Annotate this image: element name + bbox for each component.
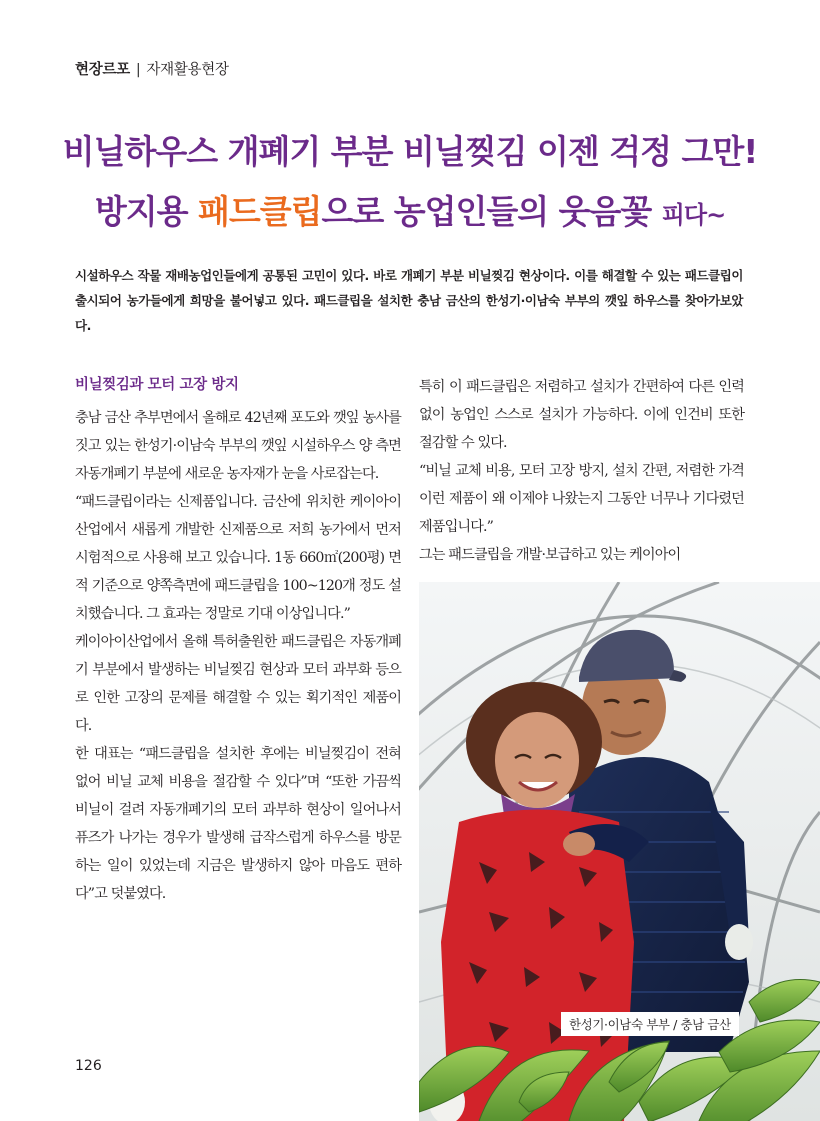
title-line-1: 비닐하우스 개폐기 부분 비닐찢김 이젠 걱정 그만! [62,132,758,171]
section-subheading: 비닐찢김과 모터 고장 방지 [75,377,239,393]
greenhouse-photo-illustration [419,582,820,1121]
title-line-2-part-2: 으로 농업인들의 웃음꽃 [321,192,662,231]
right-column [419,373,744,569]
title-line-2-part-1: 방지용 [94,192,198,231]
body-paragraph: “패드클립이라는 신제품입니다. 금산에 위치한 케이아이산업에서 새롭게 개발한 신제품으로 저희 농가에서 먼저 시험적으로 사용해 보고 있습니다. 1동 660㎡(200평) 면적 기준으로 양쪽측면에 패드클립을 100~120개 정도 설치했습니다. 그 효과는 정말로 기대 이상입니다.” [75,494,401,622]
body-paragraph: 한 대표는 “패드클립을 설치한 후에는 비닐찢김이 전혀 없어 비닐 교체 비용을 절감할 수 있다”며 “또한 가끔씩 비닐이 걸려 자동개폐기의 모터 과부하 현상이 일어나서 퓨즈가 나가는 경우가 발생해 급작스럽게 하우스를 방문하는 일이 있었는데 지금은 발생하지 않아 마음도 편하다”고 덧붙였다. [75,746,401,902]
page-number: 126 [75,1058,102,1074]
lead-paragraph: 시설하우스 작물 재배농업인들에게 공통된 고민이 있다. 바로 개폐기 부분 비닐찢김 현상이다. 이를 해결할 수 있는 패드클립이 출시되어 농가들에게 희망을 불어넣고 있다. 패드클립을 설치한 충남 금산의 한성기·이남숙 부부의 깻잎 하우스를 찾아가보았다. [75,268,743,333]
body-paragraph: “비닐 교체 비용, 모터 고장 방지, 설치 간편, 저렴한 가격 이런 제품이 왜 이제야 나왔는지 그동안 너무나 기다렸던 제품입니다.” [419,463,744,535]
title-line-2 [0,186,820,233]
body-paragraph: 그는 패드클립을 개발·보급하고 있는 케이아이 [419,547,681,563]
farmer-couple-photo [419,582,820,1121]
photo-caption: 한성기·이남숙 부부 / 충남 금산 [561,1012,739,1036]
body-paragraph: 케이아이산업에서 올해 특허출원한 패드클립은 자동개폐기 부분에서 발생하는 비닐찢김 현상과 모터 과부화 등으로 인한 고장의 문제를 해결할 수 있는 획기적인 제품이다. [75,634,401,734]
body-paragraph: 충남 금산 추부면에서 올해로 42년째 포도와 깻잎 농사를 짓고 있는 한성기·이남숙 부부의 깻잎 시설하우스 양 측면 자동개폐기 부분에 새로운 농자재가 눈을 사로잡는다. [75,410,401,482]
subsection-label: 자재활용현장 [146,62,229,78]
title-line-2-small: 피다~ [661,201,726,229]
page-header [75,58,229,79]
left-column [75,404,401,908]
section-label: 현장르포 [75,62,130,78]
header-separator: | [135,62,141,78]
body-paragraph: 특히 이 패드클립은 저렴하고 설치가 간편하여 다른 인력 없이 농업인 스스로 설치가 가능하다. 이에 인건비 또한 절감할 수 있다. [419,379,744,451]
title-highlight: 패드클립 [197,192,322,231]
